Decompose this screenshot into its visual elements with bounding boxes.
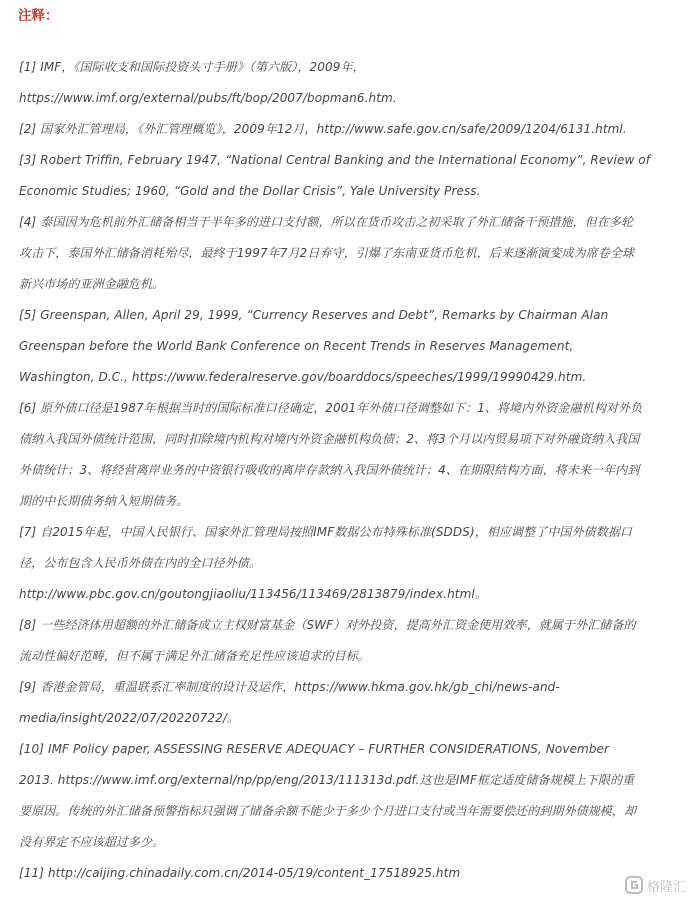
note-line: [1] IMF，《国际收支和国际投资头寸手册》（第六版），2009年，	[19, 60, 365, 74]
notes-heading: 注释：	[18, 8, 59, 24]
note-line: [9] 香港金管局，重温联系汇率制度的设计及运作，https://www.hkma.gov.hk/gb_chi/news-and-	[19, 680, 560, 694]
note-line[interactable]: http://www.pbc.gov.cn/goutongjiaoliu/113456/113469/2813879/index.html。	[19, 587, 487, 601]
note-line: Greenspan before the World Bank Conference on Recent Trends in Reserves Management,	[19, 339, 574, 353]
note-line[interactable]: https://www.imf.org/external/pubs/ft/bop/2007/bopman6.htm.	[19, 91, 397, 105]
note-line: 径，公布包含人民币外债在内的全口径外债。	[19, 556, 262, 570]
note-line: [3] Robert Triffin, February 1947, “National Central Banking and the International Economy”, Review of	[19, 153, 651, 167]
note-line: [6] 原外债口径是1987年根据当时的国际标准口径确定，2001年外债口径调整如下：1、将境内外资金融机构对外负	[19, 401, 643, 415]
note-line: [5] Greenspan, Allen, April 29, 1999, “Currency Reserves and Debt”, Remarks by Chairman Alan	[19, 308, 609, 322]
watermark-text: 格隆汇	[646, 879, 686, 895]
note-line: Economic Studies; 1960, “Gold and the Dollar Crisis”, Yale University Press.	[19, 184, 481, 198]
note-line: 2013. https://www.imf.org/external/np/pp/eng/2013/111313d.pdf.这也是IMF框定适度储备规模上下限的重	[19, 773, 635, 787]
note-line: 要原因。传统的外汇储备预警指标只强调了储备余额不能少于多少个月进口支付或当年需要偿还的到期外债规模，却	[19, 804, 637, 818]
note-line: [8] 一些经济体用超额的外汇储备成立主权财富基金（SWF）对外投资，提高外汇资金使用效率，就属于外汇储备的	[19, 618, 636, 632]
notes-list	[19, 52, 681, 889]
note-line: 期的中长期债务纳入短期债务。	[19, 494, 189, 508]
note-line: [7] 自2015年起，中国人民银行、国家外汇管理局按照IMF数据公布特殊标准(SDDS)，相应调整了中国外债数据口	[19, 525, 633, 539]
note-line: 债纳入我国外债统计范围，同时扣除境内机构对境内外资金融机构负债；2、将3个月以内贸易项下对外融资纳入我国	[19, 432, 640, 446]
note-line: 攻击下，泰国外汇储备消耗殆尽，最终于1997年7月2日弃守，引爆了东南亚货币危机，后来逐渐演变成为席卷全球	[19, 246, 635, 260]
note-line: [2] 国家外汇管理局，《外汇管理概览》，2009年12月，http://www.safe.gov.cn/safe/2009/1204/6131.html.	[19, 122, 627, 136]
note-line: [4] 泰国因为危机前外汇储备相当于半年多的进口支付额，所以在货币攻击之初采取了外汇储备干预措施，但在多轮	[19, 215, 634, 229]
watermark	[624, 875, 686, 895]
note-line: media/insight/2022/07/20220722/。	[19, 711, 240, 725]
note-line: 流动性偏好范畴，但不属于满足外汇储备充足性应该追求的目标。	[19, 649, 370, 663]
note-line[interactable]: [11] http://caijing.chinadaily.com.cn/2014-05/19/content_17518925.htm	[19, 866, 461, 880]
gelonghui-logo-icon	[624, 875, 644, 895]
note-line: [10] IMF Policy paper, ASSESSING RESERVE ADEQUACY – FURTHER CONSIDERATIONS, November	[19, 742, 610, 756]
note-line: 没有界定不应该超过多少。	[19, 835, 165, 849]
note-line: Washington, D.C., https://www.federalreserve.gov/boarddocs/speeches/1999/19990429.htm.	[19, 370, 587, 384]
note-line: 外债统计；3、将经营离岸业务的中资银行吸收的离岸存款纳入我国外债统计；4、在期限结构方面，将未来一年内到	[19, 463, 640, 477]
note-line: 新兴市场的亚洲金融危机。	[19, 277, 165, 291]
